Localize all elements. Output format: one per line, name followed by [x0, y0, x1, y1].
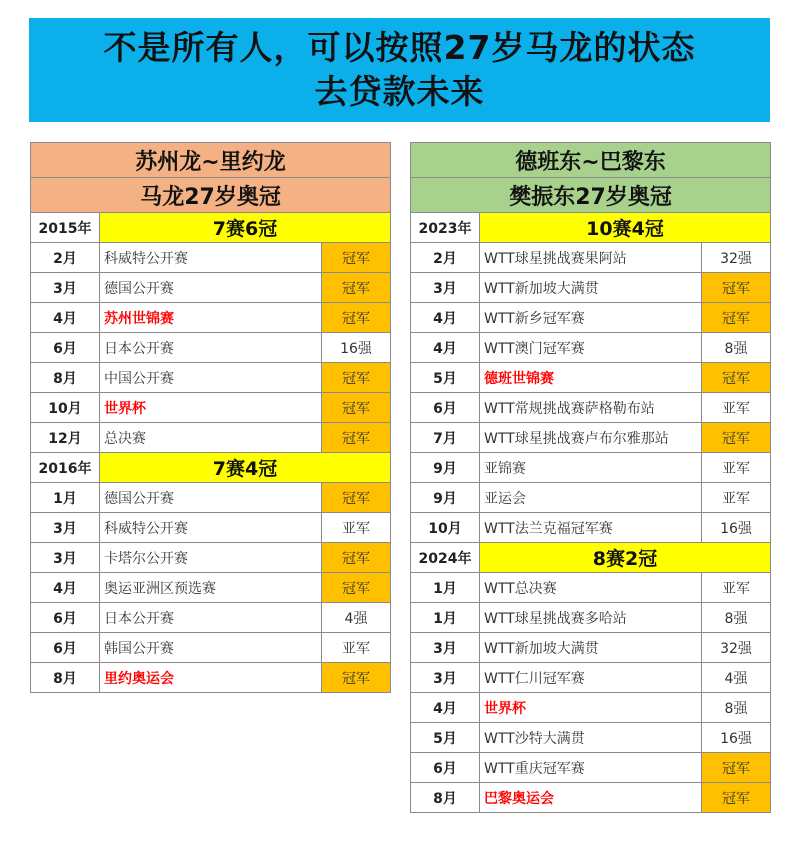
- table-row: [31, 513, 391, 543]
- year-row: [411, 213, 771, 243]
- page-title-banner: [29, 18, 770, 122]
- month-cell: 1月: [31, 483, 100, 513]
- result-cell: 亚军: [702, 483, 771, 513]
- result-cell: 8强: [702, 333, 771, 363]
- month-cell: 3月: [411, 273, 480, 303]
- month-cell: 9月: [411, 453, 480, 483]
- title-line-2: 去贷款未来: [314, 72, 485, 111]
- month-cell: 2月: [31, 243, 100, 273]
- event-cell: 总决赛: [100, 423, 322, 453]
- event-cell: 日本公开赛: [100, 333, 322, 363]
- month-cell: 6月: [31, 333, 100, 363]
- event-cell: WTT总决赛: [480, 573, 702, 603]
- year-row: [31, 453, 391, 483]
- result-cell: 16强: [702, 513, 771, 543]
- year-summary: 7赛4冠: [100, 453, 391, 483]
- event-cell: 亚运会: [480, 483, 702, 513]
- table-row: [411, 723, 771, 753]
- result-cell: 32强: [702, 243, 771, 273]
- result-cell: 冠军: [322, 423, 391, 453]
- result-cell: 冠军: [322, 243, 391, 273]
- result-cell: 冠军: [322, 393, 391, 423]
- result-cell: 32强: [702, 633, 771, 663]
- year-label: 2024年: [411, 543, 480, 573]
- result-cell: 冠军: [322, 573, 391, 603]
- event-cell: WTT新乡冠军赛: [480, 303, 702, 333]
- month-cell: 3月: [411, 633, 480, 663]
- table-row: [31, 423, 391, 453]
- month-cell: 4月: [31, 303, 100, 333]
- year-label: 2016年: [31, 453, 100, 483]
- event-cell: 世界杯: [100, 393, 322, 423]
- result-cell: 亚军: [702, 393, 771, 423]
- result-cell: 4强: [322, 603, 391, 633]
- month-cell: 8月: [31, 363, 100, 393]
- result-cell: 冠军: [322, 543, 391, 573]
- table-header-nickname: 苏州龙~里约龙: [31, 143, 391, 178]
- month-cell: 4月: [411, 333, 480, 363]
- event-cell: 日本公开赛: [100, 603, 322, 633]
- result-cell: 亚军: [322, 633, 391, 663]
- table-row: [31, 303, 391, 333]
- table-row: [411, 303, 771, 333]
- month-cell: 12月: [31, 423, 100, 453]
- event-cell: 卡塔尔公开赛: [100, 543, 322, 573]
- event-cell: 中国公开赛: [100, 363, 322, 393]
- event-cell: 德班世锦赛: [480, 363, 702, 393]
- table-row: [411, 663, 771, 693]
- table-header-nickname: 德班东~巴黎东: [411, 143, 771, 178]
- table-row: [411, 273, 771, 303]
- table-row: [31, 243, 391, 273]
- event-cell: WTT沙特大满贯: [480, 723, 702, 753]
- year-summary: 10赛4冠: [480, 213, 771, 243]
- month-cell: 6月: [31, 633, 100, 663]
- result-cell: 冠军: [322, 273, 391, 303]
- table-row: [31, 573, 391, 603]
- table-row: [411, 393, 771, 423]
- table-row: [411, 453, 771, 483]
- result-cell: 冠军: [702, 363, 771, 393]
- result-cell: 4强: [702, 663, 771, 693]
- month-cell: 5月: [411, 363, 480, 393]
- result-cell: 冠军: [322, 663, 391, 693]
- event-cell: 巴黎奥运会: [480, 783, 702, 813]
- month-cell: 8月: [31, 663, 100, 693]
- table-row: [411, 423, 771, 453]
- table-row: [411, 363, 771, 393]
- table-row: [31, 333, 391, 363]
- result-cell: 冠军: [702, 783, 771, 813]
- result-cell: 冠军: [322, 363, 391, 393]
- result-cell: 冠军: [702, 303, 771, 333]
- month-cell: 5月: [411, 723, 480, 753]
- event-cell: 德国公开赛: [100, 483, 322, 513]
- month-cell: 3月: [31, 513, 100, 543]
- table-row: [411, 483, 771, 513]
- result-cell: 8强: [702, 603, 771, 633]
- year-summary: 8赛2冠: [480, 543, 771, 573]
- year-summary: 7赛6冠: [100, 213, 391, 243]
- result-cell: 亚军: [702, 573, 771, 603]
- event-cell: WTT重庆冠军赛: [480, 753, 702, 783]
- result-cell: 16强: [322, 333, 391, 363]
- month-cell: 3月: [31, 543, 100, 573]
- fan-zhendong-record-table: [410, 142, 771, 813]
- table-row: [411, 693, 771, 723]
- event-cell: WTT法兰克福冠军赛: [480, 513, 702, 543]
- table-row: [411, 753, 771, 783]
- month-cell: 10月: [31, 393, 100, 423]
- event-cell: 德国公开赛: [100, 273, 322, 303]
- table-row: [31, 663, 391, 693]
- table-row: [411, 573, 771, 603]
- event-cell: 里约奥运会: [100, 663, 322, 693]
- table-row: [31, 483, 391, 513]
- event-cell: 科威特公开赛: [100, 513, 322, 543]
- month-cell: 10月: [411, 513, 480, 543]
- table-header-title: 马龙27岁奥冠: [31, 178, 391, 213]
- event-cell: WTT澳门冠军赛: [480, 333, 702, 363]
- month-cell: 4月: [31, 573, 100, 603]
- title-line-1: 不是所有人，可以按照27岁马龙的状态: [103, 28, 696, 67]
- result-cell: 亚军: [322, 513, 391, 543]
- table-row: [411, 243, 771, 273]
- event-cell: WTT仁川冠军赛: [480, 663, 702, 693]
- year-row: [31, 213, 391, 243]
- event-cell: WTT球星挑战赛多哈站: [480, 603, 702, 633]
- result-cell: 冠军: [322, 483, 391, 513]
- table-header-title: 樊振东27岁奥冠: [411, 178, 771, 213]
- result-cell: 8强: [702, 693, 771, 723]
- event-cell: WTT球星挑战赛卢布尔雅那站: [480, 423, 702, 453]
- month-cell: 6月: [31, 603, 100, 633]
- year-row: [411, 543, 771, 573]
- table-row: [411, 513, 771, 543]
- result-cell: 冠军: [702, 753, 771, 783]
- event-cell: 亚锦赛: [480, 453, 702, 483]
- month-cell: 2月: [411, 243, 480, 273]
- result-cell: 冠军: [322, 303, 391, 333]
- event-cell: 韩国公开赛: [100, 633, 322, 663]
- month-cell: 3月: [411, 663, 480, 693]
- event-cell: WTT球星挑战赛果阿站: [480, 243, 702, 273]
- event-cell: WTT新加坡大满贯: [480, 633, 702, 663]
- table-row: [411, 783, 771, 813]
- table-row: [31, 273, 391, 303]
- year-label: 2023年: [411, 213, 480, 243]
- event-cell: 苏州世锦赛: [100, 303, 322, 333]
- table-row: [31, 363, 391, 393]
- result-cell: 冠军: [702, 273, 771, 303]
- result-cell: 16强: [702, 723, 771, 753]
- month-cell: 1月: [411, 573, 480, 603]
- table-row: [31, 633, 391, 663]
- table-row: [411, 603, 771, 633]
- table-row: [31, 543, 391, 573]
- month-cell: 6月: [411, 753, 480, 783]
- month-cell: 9月: [411, 483, 480, 513]
- event-cell: 奥运亚洲区预选赛: [100, 573, 322, 603]
- event-cell: 世界杯: [480, 693, 702, 723]
- table-row: [411, 333, 771, 363]
- table-row: [411, 633, 771, 663]
- month-cell: 8月: [411, 783, 480, 813]
- result-cell: 亚军: [702, 453, 771, 483]
- month-cell: 1月: [411, 603, 480, 633]
- event-cell: WTT常规挑战赛萨格勒布站: [480, 393, 702, 423]
- ma-long-record-table: [30, 142, 391, 693]
- table-row: [31, 603, 391, 633]
- event-cell: WTT新加坡大满贯: [480, 273, 702, 303]
- result-cell: 冠军: [702, 423, 771, 453]
- table-row: [31, 393, 391, 423]
- month-cell: 4月: [411, 303, 480, 333]
- month-cell: 4月: [411, 693, 480, 723]
- month-cell: 7月: [411, 423, 480, 453]
- month-cell: 6月: [411, 393, 480, 423]
- month-cell: 3月: [31, 273, 100, 303]
- event-cell: 科威特公开赛: [100, 243, 322, 273]
- year-label: 2015年: [31, 213, 100, 243]
